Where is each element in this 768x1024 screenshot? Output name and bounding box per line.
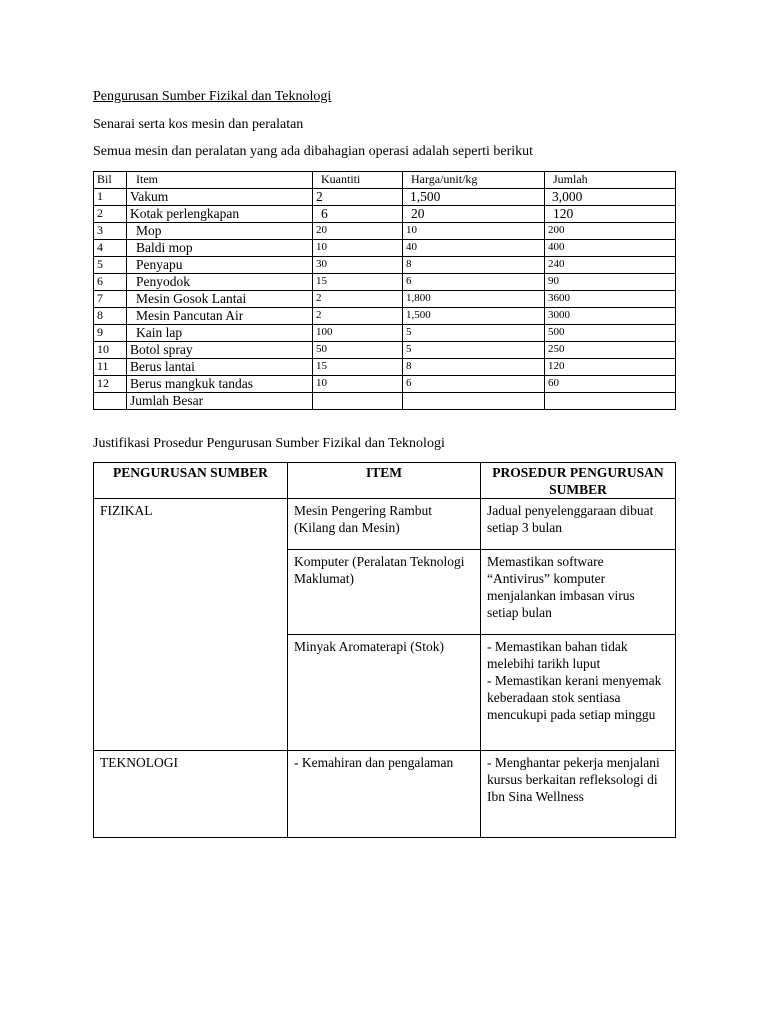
header-bil: Bil bbox=[94, 172, 127, 189]
cell-prosedur bbox=[481, 635, 676, 751]
intro-text: Semua mesin dan peralatan yang ada dibahagian operasi adalah seperti berikut bbox=[93, 144, 534, 159]
justification-table bbox=[93, 462, 676, 838]
cell-item: Berus mangkuk tandas bbox=[127, 376, 313, 393]
cell-jumlah: 3000 bbox=[545, 308, 676, 325]
cell-item: Mesin Pancutan Air bbox=[127, 308, 313, 325]
cell-bil: 4 bbox=[94, 240, 127, 257]
cell-item: Minyak Aromaterapi (Stok) bbox=[288, 635, 481, 751]
cell-bil: 8 bbox=[94, 308, 127, 325]
cell-harga: 5 bbox=[403, 342, 545, 359]
prosedur-line: - Memastikan kerani menyemak keberadaan stok sentiasa mencukupi pada setiap minggu bbox=[487, 673, 662, 722]
table-row bbox=[94, 550, 676, 635]
cell-harga: 1,500 bbox=[403, 308, 545, 325]
equipment-cost-table bbox=[93, 171, 676, 410]
cell-item: Berus lantai bbox=[127, 359, 313, 376]
header-harga: Harga/unit/kg bbox=[403, 172, 545, 189]
cell-item: Botol spray bbox=[127, 342, 313, 359]
cell-bil: 11 bbox=[94, 359, 127, 376]
category-fizikal-cont bbox=[94, 550, 288, 635]
cell-item: Vakum bbox=[127, 189, 313, 206]
table-row bbox=[94, 635, 676, 751]
header-item: ITEM bbox=[288, 463, 481, 499]
cell-jumlah: 200 bbox=[545, 223, 676, 240]
cell-prosedur: Jadual penyelenggaraan dibuat setiap 3 bulan bbox=[481, 499, 676, 550]
cell-jumlah: 60 bbox=[545, 376, 676, 393]
table-row bbox=[94, 274, 676, 291]
prosedur-line: - Memastikan bahan tidak melebihi tarikh luput bbox=[487, 639, 628, 671]
cell-harga: 10 bbox=[403, 223, 545, 240]
cell-kuantiti: 20 bbox=[313, 223, 403, 240]
cell-bil: 1 bbox=[94, 189, 127, 206]
header-pengurusan-sumber: PENGURUSAN SUMBER bbox=[94, 463, 288, 499]
cell-empty bbox=[403, 393, 545, 410]
cell-item: Komputer (Peralatan Teknologi Maklumat) bbox=[288, 550, 481, 635]
cell-kuantiti: 2 bbox=[313, 291, 403, 308]
justification-header-row bbox=[94, 463, 676, 499]
cell-prosedur: - Menghantar pekerja menjalani kursus berkaitan refleksologi di Ibn Sina Wellness bbox=[481, 751, 676, 838]
cell-jumlah: 400 bbox=[545, 240, 676, 257]
cell-item: Baldi mop bbox=[127, 240, 313, 257]
table-row bbox=[94, 189, 676, 206]
cell-item: Mesin Pengering Rambut (Kilang dan Mesin) bbox=[288, 499, 481, 550]
total-label: Jumlah Besar bbox=[127, 393, 313, 410]
cell-harga: 1,500 bbox=[403, 189, 545, 206]
cell-jumlah: 120 bbox=[545, 206, 676, 223]
category-fizikal-cont bbox=[94, 635, 288, 751]
cell-kuantiti: 50 bbox=[313, 342, 403, 359]
cell-bil: 6 bbox=[94, 274, 127, 291]
cell-item: - Kemahiran dan pengalaman bbox=[288, 751, 481, 838]
page-heading: Pengurusan Sumber Fizikal dan Teknologi bbox=[93, 89, 332, 104]
table-row bbox=[94, 291, 676, 308]
table-row bbox=[94, 223, 676, 240]
cell-item: Mop bbox=[127, 223, 313, 240]
cell-kuantiti: 2 bbox=[313, 189, 403, 206]
cell-item: Penyodok bbox=[127, 274, 313, 291]
subtitle: Senarai serta kos mesin dan peralatan bbox=[93, 117, 304, 132]
cell-harga: 5 bbox=[403, 325, 545, 342]
cell-jumlah: 250 bbox=[545, 342, 676, 359]
table-row bbox=[94, 499, 676, 550]
table-row bbox=[94, 376, 676, 393]
cell-prosedur: Memastikan software “Antivirus” komputer menjalankan imbasan virus setiap bulan bbox=[481, 550, 676, 635]
category-teknologi: TEKNOLOGI bbox=[94, 751, 288, 838]
cell-harga: 40 bbox=[403, 240, 545, 257]
cell-bil: 10 bbox=[94, 342, 127, 359]
cell-bil-empty bbox=[94, 393, 127, 410]
cell-jumlah: 120 bbox=[545, 359, 676, 376]
table-row bbox=[94, 257, 676, 274]
cell-bil: 7 bbox=[94, 291, 127, 308]
cell-jumlah: 90 bbox=[545, 274, 676, 291]
cell-kuantiti: 10 bbox=[313, 376, 403, 393]
cell-bil: 2 bbox=[94, 206, 127, 223]
cell-kuantiti: 2 bbox=[313, 308, 403, 325]
cell-jumlah: 3,000 bbox=[545, 189, 676, 206]
header-kuantiti: Kuantiti bbox=[313, 172, 403, 189]
cell-kuantiti: 30 bbox=[313, 257, 403, 274]
cell-kuantiti: 6 bbox=[313, 206, 403, 223]
cell-kuantiti: 100 bbox=[313, 325, 403, 342]
table-row bbox=[94, 325, 676, 342]
header-item: Item bbox=[127, 172, 313, 189]
cell-bil: 5 bbox=[94, 257, 127, 274]
table-row bbox=[94, 342, 676, 359]
cell-bil: 9 bbox=[94, 325, 127, 342]
table-row bbox=[94, 206, 676, 223]
cell-harga: 1,800 bbox=[403, 291, 545, 308]
cell-jumlah: 3600 bbox=[545, 291, 676, 308]
cell-harga: 20 bbox=[403, 206, 545, 223]
cell-jumlah: 240 bbox=[545, 257, 676, 274]
cell-harga: 8 bbox=[403, 257, 545, 274]
justification-title: Justifikasi Prosedur Pengurusan Sumber Fizikal dan Teknologi bbox=[93, 436, 445, 451]
cell-bil: 12 bbox=[94, 376, 127, 393]
total-row bbox=[94, 393, 676, 410]
header-jumlah: Jumlah bbox=[545, 172, 676, 189]
cell-item: Kain lap bbox=[127, 325, 313, 342]
table-row bbox=[94, 240, 676, 257]
cell-item: Kotak perlengkapan bbox=[127, 206, 313, 223]
category-fizikal: FIZIKAL bbox=[94, 499, 288, 550]
cell-kuantiti: 10 bbox=[313, 240, 403, 257]
table-header-row bbox=[94, 172, 676, 189]
cell-item: Penyapu bbox=[127, 257, 313, 274]
cell-kuantiti: 15 bbox=[313, 274, 403, 291]
cell-empty bbox=[545, 393, 676, 410]
cell-kuantiti: 15 bbox=[313, 359, 403, 376]
cell-empty bbox=[313, 393, 403, 410]
cell-item: Mesin Gosok Lantai bbox=[127, 291, 313, 308]
table-row bbox=[94, 308, 676, 325]
cell-jumlah: 500 bbox=[545, 325, 676, 342]
cell-bil: 3 bbox=[94, 223, 127, 240]
cell-harga: 6 bbox=[403, 376, 545, 393]
cell-harga: 6 bbox=[403, 274, 545, 291]
cell-harga: 8 bbox=[403, 359, 545, 376]
table-row bbox=[94, 751, 676, 838]
header-prosedur: PROSEDUR PENGURUSAN SUMBER bbox=[481, 463, 676, 499]
table-row bbox=[94, 359, 676, 376]
